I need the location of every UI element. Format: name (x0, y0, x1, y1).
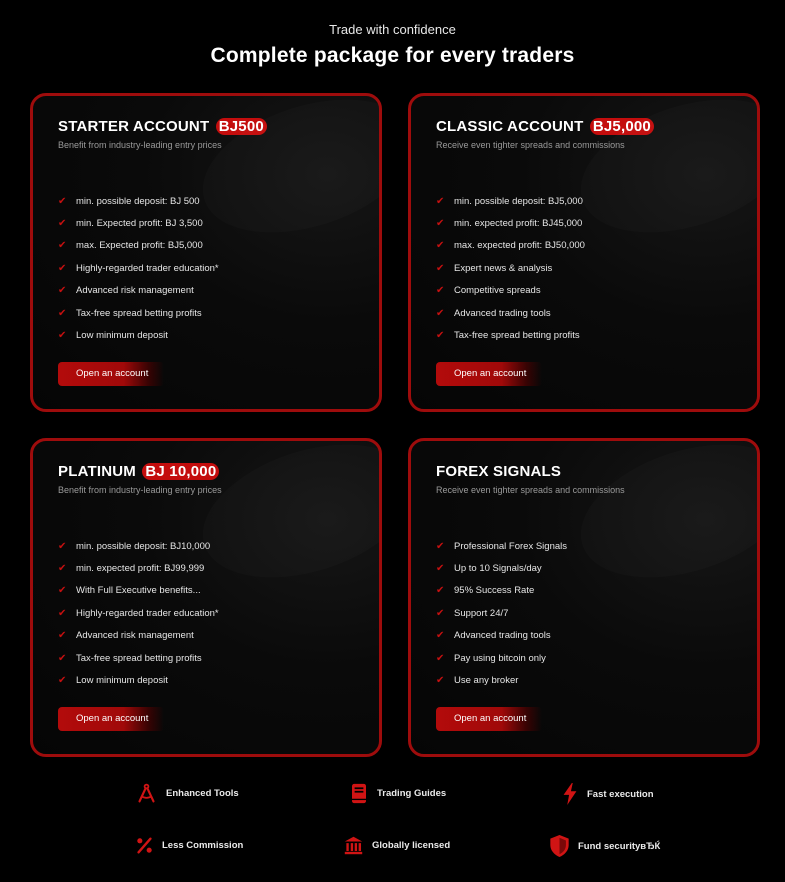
benefit-label: Enhanced Tools (166, 788, 239, 799)
check-icon: ✔ (436, 330, 445, 342)
card-title-text: CLASSIC ACCOUNT (436, 118, 584, 135)
check-icon: ✔ (436, 240, 445, 252)
card-classic-account (408, 93, 760, 412)
list-item (436, 280, 757, 302)
percent-icon (136, 837, 153, 854)
list-item (58, 257, 379, 279)
list-item (58, 280, 379, 302)
feature-text: min. expected profit: BJ45,000 (454, 218, 583, 230)
check-icon: ✔ (436, 630, 445, 642)
feature-list (436, 190, 757, 347)
card-platinum (30, 438, 382, 757)
list-item (58, 535, 379, 557)
check-icon: ✔ (58, 630, 67, 642)
benefit-less-commission (136, 837, 243, 854)
feature-text: max. expected profit: BJ50,000 (454, 240, 585, 252)
feature-text: With Full Executive benefits... (76, 585, 201, 597)
feature-text: Tax-free spread betting profits (454, 330, 580, 342)
feature-text: Support 24/7 (454, 607, 509, 619)
list-item (436, 302, 757, 324)
list-item (436, 580, 757, 602)
open-account-button[interactable]: Open an account (58, 707, 164, 731)
check-icon: ✔ (436, 262, 445, 274)
list-item (58, 602, 379, 624)
benefit-label: Globally licensed (372, 840, 451, 851)
check-icon: ✔ (58, 307, 67, 319)
check-icon: ✔ (436, 652, 445, 664)
feature-text: min. possible deposit: BJ10,000 (76, 540, 211, 552)
feature-text: Professional Forex Signals (454, 540, 567, 552)
list-item (436, 235, 757, 257)
list-item (436, 669, 757, 691)
feature-text: Advanced risk management (76, 630, 194, 642)
feature-text: Low minimum deposit (76, 675, 168, 687)
benefit-trading-guides (350, 783, 446, 804)
list-item (58, 647, 379, 669)
list-item (58, 324, 379, 346)
list-item (436, 535, 757, 557)
check-icon: ✔ (436, 563, 445, 575)
card-subtitle: Benefit from industry-leading entry prices (58, 485, 222, 495)
feature-text: Advanced risk management (76, 285, 194, 297)
benefit-globally-licensed (344, 836, 450, 855)
check-icon: ✔ (436, 218, 445, 230)
feature-text: Use any broker (454, 675, 519, 687)
check-icon: ✔ (58, 240, 67, 252)
check-icon: ✔ (58, 285, 67, 297)
card-title-text: FOREX SIGNALS (436, 463, 562, 480)
feature-text: max. Expected profit: BJ5,000 (76, 240, 203, 252)
price-badge: BJ5,000 (590, 118, 654, 135)
feature-list (58, 190, 379, 347)
list-item (436, 557, 757, 579)
feature-text: min. expected profit: BJ99,999 (76, 563, 205, 575)
feature-text: Advanced trading tools (454, 630, 551, 642)
list-item (58, 212, 379, 234)
list-item (58, 580, 379, 602)
list-item (436, 647, 757, 669)
feature-text: Up to 10 Signals/day (454, 563, 542, 575)
feature-text: min. possible deposit: BJ5,000 (454, 195, 583, 207)
book-icon (350, 783, 368, 804)
feature-list (436, 535, 757, 692)
check-icon: ✔ (58, 262, 67, 274)
check-icon: ✔ (58, 585, 67, 597)
check-icon: ✔ (436, 540, 445, 552)
check-icon: ✔ (58, 195, 67, 207)
feature-text: Tax-free spread betting profits (76, 307, 202, 319)
card-subtitle: Benefit from industry-leading entry prices (58, 140, 222, 150)
open-account-button[interactable]: Open an account (58, 362, 164, 386)
feature-text: Low minimum deposit (76, 330, 168, 342)
feature-text: 95% Success Rate (454, 585, 535, 597)
feature-text: Pay using bitcoin only (454, 652, 546, 664)
benefit-label: Trading Guides (377, 788, 447, 799)
list-item (58, 190, 379, 212)
list-item (58, 302, 379, 324)
list-item (58, 235, 379, 257)
benefit-label: Fast execution (587, 788, 654, 800)
page-eyebrow: Trade with confidence (329, 22, 456, 37)
check-icon: ✔ (436, 195, 445, 207)
check-icon: ✔ (436, 585, 445, 597)
check-icon: ✔ (436, 307, 445, 319)
list-item (436, 625, 757, 647)
card-subtitle: Receive even tighter spreads and commissions (436, 485, 625, 495)
feature-text: min. possible deposit: BJ 500 (76, 195, 200, 207)
card-title (436, 463, 757, 483)
open-account-button[interactable]: Open an account (436, 707, 542, 731)
feature-list (58, 535, 379, 692)
check-icon: ✔ (58, 218, 67, 230)
list-item (58, 625, 379, 647)
check-icon: ✔ (58, 675, 67, 687)
check-icon: ✔ (58, 607, 67, 619)
price-badge: BJ500 (216, 118, 267, 135)
check-icon: ✔ (436, 675, 445, 687)
lightning-icon (562, 783, 578, 805)
card-title-text: STARTER ACCOUNT (58, 118, 210, 135)
card-title (436, 118, 757, 138)
check-icon: ✔ (58, 652, 67, 664)
list-item (436, 190, 757, 212)
feature-text: Tax-free spread betting profits (76, 652, 202, 664)
benefit-fast-execution (562, 783, 654, 805)
check-icon: ✔ (58, 540, 67, 552)
list-item (58, 669, 379, 691)
shield-icon (550, 835, 569, 857)
compass-icon (136, 783, 157, 804)
list-item (436, 602, 757, 624)
benefit-label: Fund securityвЂЌ (578, 840, 661, 852)
card-forex-signals (408, 438, 760, 757)
card-title (58, 463, 379, 483)
page-title: Complete package for every traders (210, 44, 575, 67)
benefit-fund-security (550, 835, 660, 857)
feature-text: Highly-regarded trader education* (76, 262, 219, 274)
feature-text: Highly-regarded trader education* (76, 607, 219, 619)
list-item (436, 257, 757, 279)
feature-text: Competitive spreads (454, 285, 541, 297)
list-item (436, 212, 757, 234)
card-starter-account (30, 93, 382, 412)
list-item (58, 557, 379, 579)
price-badge: BJ 10,000 (142, 463, 219, 480)
list-item (436, 324, 757, 346)
check-icon: ✔ (58, 563, 67, 575)
benefit-enhanced-tools (136, 783, 239, 804)
feature-text: Expert news & analysis (454, 262, 553, 274)
card-subtitle: Receive even tighter spreads and commissions (436, 140, 625, 150)
card-title-text: PLATINUM (58, 463, 136, 480)
feature-text: min. Expected profit: BJ 3,500 (76, 218, 203, 230)
bank-icon (344, 836, 363, 855)
feature-text: Advanced trading tools (454, 307, 551, 319)
open-account-button[interactable]: Open an account (436, 362, 542, 386)
card-title (58, 118, 379, 138)
benefit-label: Less Commission (162, 840, 244, 851)
check-icon: ✔ (436, 285, 445, 297)
check-icon: ✔ (436, 607, 445, 619)
check-icon: ✔ (58, 330, 67, 342)
